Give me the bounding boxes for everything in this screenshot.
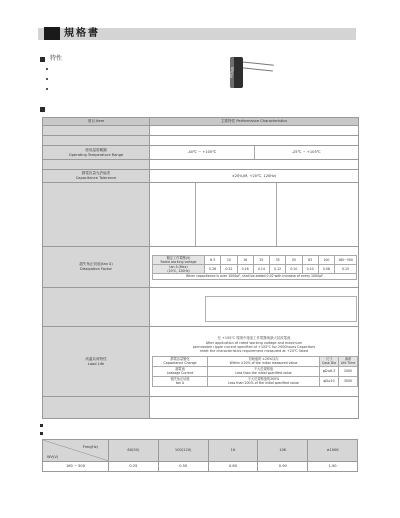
- row-value-category: [150, 126, 359, 136]
- tan-cell: 0.10: [302, 264, 318, 273]
- section-bullet: [40, 432, 43, 435]
- ripple-corner-cell: [43, 440, 109, 462]
- row-label-voltage-range: [43, 136, 150, 146]
- svg-text:WV(V): WV(V): [47, 455, 59, 459]
- factor-cell: 0.80: [208, 462, 258, 472]
- freq-header: ≥100K: [308, 440, 358, 462]
- row-label-dissipation: 損失角正切值(tan δ) Dissipation Factor: [43, 247, 150, 288]
- freq-header: 100(120): [158, 440, 208, 462]
- life-cell: 3000: [339, 376, 358, 386]
- row-label-cap-range: [43, 160, 150, 170]
- factor-cell: 0.25: [109, 462, 159, 472]
- row-value-voltage-range: [150, 136, 359, 146]
- tan-cell: 0.14: [253, 264, 269, 273]
- page-title: 規格書: [64, 28, 100, 39]
- feature-item: [46, 86, 51, 92]
- freq-header: 1K: [208, 440, 258, 462]
- tan-cell: 0.22: [221, 264, 237, 273]
- row-value-shelf-life: [150, 397, 359, 419]
- factor-cell: 0.90: [258, 462, 308, 472]
- header-item: 項目 Item: [43, 118, 150, 126]
- voltage-cell: 50: [286, 255, 302, 264]
- wv-cell: 160 ~ 500: [43, 462, 109, 472]
- row-value-cap-range: [150, 160, 359, 170]
- voltage-cell: 100: [318, 255, 334, 264]
- row-label-leakage: [43, 183, 150, 247]
- voltage-cell: 6.3: [205, 255, 221, 264]
- freq-header: 10K: [258, 440, 308, 462]
- dissipation-note: When capacitance is over 1000μF, shall be added 0.02 with increase of every 1000μF: [153, 273, 357, 279]
- tan-cell: 0.12: [270, 264, 286, 273]
- tan-cell: 0.16: [237, 264, 253, 273]
- svg-text:Freq(Hz): Freq(Hz): [83, 445, 99, 449]
- row-label-shelf-life: [43, 397, 150, 419]
- voltage-cell: 63: [302, 255, 318, 264]
- row-value-low-temp: [150, 288, 359, 327]
- row-label-category: [43, 126, 150, 136]
- row-value-tolerance: ±20%(M, +20℃, 120Hz): [150, 170, 359, 183]
- row-label-low-temp: [43, 288, 150, 327]
- feature-item: [46, 66, 51, 72]
- header-characteristics: 主要特性 Performance Characteristics: [150, 118, 359, 126]
- dissipation-table: 額定工作電壓(V) Rated working voltage 6.3 10 16 25 35 50 63 100 160~500 tan δ (Max) (20℃, 120Hz) 0.26 0.22 0.16 0.14 0.12 0.10 0.10 0.08 0.15 When capacitance is over 1000μF, shall be added 0.02 with increase of every 1000μF: [152, 255, 357, 280]
- load-life-table: 靜電容量變化 Capacitance Change 初始值的 ±20%以內 Within ±20% of the initial measured value 尺寸 Case Dia 壽命 Life Time 漏電流 Leakage Current 不大於規格值 Less than the initial specified value φD≤6.3 2000 損失角正切值 tan δ 不大於規格值的200% Less than 200% of the initial specified value φD≥10 3000: [152, 356, 358, 387]
- feature-item: [46, 76, 51, 82]
- row-label-tolerance: 靜電容量允許偏差 Capacitance Tolerance: [43, 170, 150, 183]
- row-value-load-life: 在 +105℃ 環境中施加工作電壓與最大紋波電流 After application of rated working voltage and maximum permissible ripple current specified of +105℃ for 2000hours Capacitors meet the characteristics requirement measured at +20℃ listed 靜電容量變化 Capacitance Change 初始值的 ±20%以內 Within ±20% of the initial measured value 尺寸 Case Dia 壽命 Life Time 漏電流 Leakage Current 不大於規格值 Less than the initial specified value φD≤6.3 2000 損失角正切值 tan δ 不大於規格值的200% Less than 200% of the initial specified value φD≥10 3000: [150, 327, 359, 397]
- spec-table: [42, 117, 359, 419]
- voltage-cell: 35: [270, 255, 286, 264]
- section-bullet: [40, 107, 45, 112]
- tan-cell: 0.10: [286, 264, 302, 273]
- row-value-temp: -40℃ ~ +105℃ -25℃ ~ +105℃: [150, 146, 359, 160]
- voltage-cell: 10: [221, 255, 237, 264]
- tan-cell: 0.15: [335, 264, 357, 273]
- section-bullet: [40, 57, 45, 62]
- tan-cell: 0.26: [205, 264, 221, 273]
- freq-header: 60(50): [109, 440, 159, 462]
- ripple-table: [42, 439, 358, 472]
- row-label-load-life: 高溫負荷特性 Load Life: [43, 327, 150, 397]
- voltage-cell: 16: [237, 255, 253, 264]
- size-cell: φD≤6.3: [320, 366, 339, 376]
- row-label-temp: 使用温度範圍 Operating Temperature Range: [43, 146, 150, 160]
- factor-cell: 0.50: [158, 462, 208, 472]
- row-value-leakage: [150, 183, 359, 247]
- row-value-dissipation: [150, 247, 359, 288]
- section-bullet: [40, 424, 43, 427]
- size-cell: φD≥10: [320, 376, 339, 386]
- tan-cell: 0.08: [318, 264, 334, 273]
- life-cell: 2000: [339, 366, 358, 376]
- section-title-features: 特性: [50, 55, 63, 62]
- voltage-cell: 160~500: [335, 255, 357, 264]
- logo: [44, 27, 60, 40]
- voltage-cell: 25: [253, 255, 269, 264]
- factor-cell: 1.00: [308, 462, 358, 472]
